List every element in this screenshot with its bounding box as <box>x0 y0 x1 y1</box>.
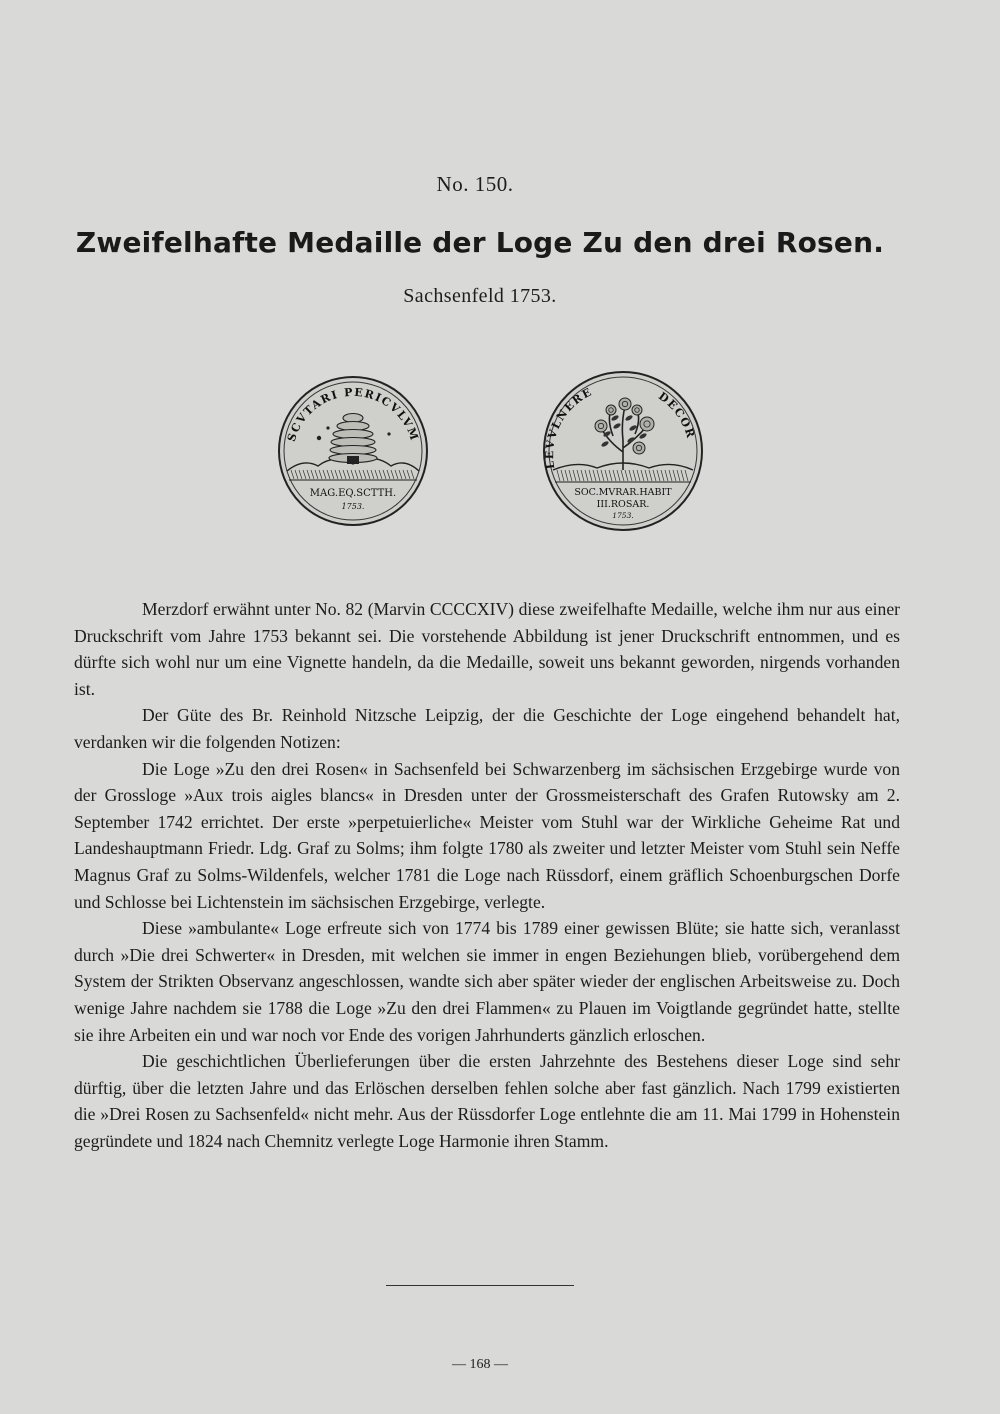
rose-flower <box>595 420 607 432</box>
closing-rule <box>386 1285 574 1286</box>
medal-left-inscription: MAG.EQ.SCTTH. <box>309 488 397 499</box>
body-text <box>74 596 900 1154</box>
bee-icon <box>317 436 321 440</box>
medal-right-inscription-1: SOC.MVRAR.HABIT <box>574 487 672 498</box>
rose-flower <box>632 405 642 415</box>
medal-right-legend-left: LEVVLNERE <box>543 385 595 470</box>
rose-flower <box>606 405 616 415</box>
catalog-number: No. 150. <box>436 172 514 196</box>
medal-right-year: 1753. <box>612 511 634 520</box>
paragraph: Diese »ambulante« Loge erfreute sich von 1774 bis 1789 einer gewissen Blüte; sie hatte sich, veranlasst durch »Die drei Schwerter« in Dresden, mit welchen sie immer in engen Beziehungen blieb, vorübergehend dem System der Strikten Observanz angeschlossen, wandte sich aber später wieder der englischen Arbeitsweise zu. Doch wenige Jahre nachdem sie 1788 die Loge »Zu den drei Flammen« zu Plauen im Voigtlande gegründet hatte, stellte sie ihre Arbeiten ein und war noch vor Ende des vorigen Jahrhunderts gänzlich erloschen. <box>74 918 900 1045</box>
rose-flower <box>633 442 645 454</box>
rose-flower <box>640 417 654 431</box>
page-number: — 168 — <box>452 1357 508 1372</box>
medal-right-legend-right: DECOR <box>656 389 698 441</box>
hive-entrance <box>347 456 359 464</box>
bee-icon <box>387 432 390 435</box>
bee-icon <box>326 426 329 429</box>
medal-left-year: 1753. <box>341 502 365 511</box>
medal-right-rosebush <box>537 370 709 532</box>
medal-right-inscription-2: III.ROSAR. <box>596 499 650 510</box>
medal-left-legend: SCVTARI PERICVLVM <box>284 385 422 444</box>
paragraph: Der Güte des Br. Reinhold Nitzsche Leipzig, der die Geschichte der Loge eingehend behandelt hat, verdanken wir die folgenden Notizen: <box>74 705 900 752</box>
paragraph: Die Loge »Zu den drei Rosen« in Sachsenfeld bei Schwarzenberg im sächsischen Erzgebirge wurde von der Grossloge »Aux trois aigles blancs« in Dresden unter der Grossmeisterschaft des Grafen Rutowsky am 2. September 1742 errichtet. Der erste »perpetuierliche« Meister vom Stuhl war der Wirkliche Geheime Rat und Landeshauptmann Friedr. Ldg. Graf zu Solms; ihm folgte 1780 als zweiter und letzter Meister vom Stuhl sein Neffe Magnus Graf zu Solms-Wildenfels, welcher 1781 die Loge nach Rüssdorf, einem gräflich Schoenburgschen Dorfe und Schlosse bei Lichtenstein im sächsischen Erzgebirge, verlegte. <box>74 758 900 912</box>
page-title: Zweifelhafte Medaille der Loge Zu den drei Rosen. <box>75 226 885 259</box>
page-subtitle: Sachsenfeld 1753. <box>403 285 557 307</box>
medal-left-beehive <box>273 376 433 526</box>
paragraph: Merzdorf erwähnt unter No. 82 (Marvin CCCCXIV) diese zweifelhafte Medaille, welche ihm nur aus einer Druckschrift vom Jahre 1753 bekannt sei. Die vorstehende Abbildung ist jener Druckschrift entnommen, und es dürfte sich wohl nur um eine Vignette handeln, da die Medaille, soweit uns bekannt geworden, nirgends vorhanden ist. <box>74 599 900 699</box>
paragraph: Die geschichtlichen Überlieferungen über die ersten Jahrzehnte des Bestehens dieser Loge sind sehr dürftig, über die letzten Jahre und das Erlöschen derselben fehlen solche aber fast gänzlich. Nach 1799 existierten die »Drei Rosen zu Sachsenfeld« nicht mehr. Aus der Rüssdorfer Loge entlehnte die am 11. Mai 1799 in Hohenstein gegründete und 1824 nach Chemnitz verlegte Loge Harmonie ihren Stamm. <box>74 1051 900 1151</box>
rose-flower <box>619 398 631 410</box>
medal-illustration <box>270 370 700 540</box>
